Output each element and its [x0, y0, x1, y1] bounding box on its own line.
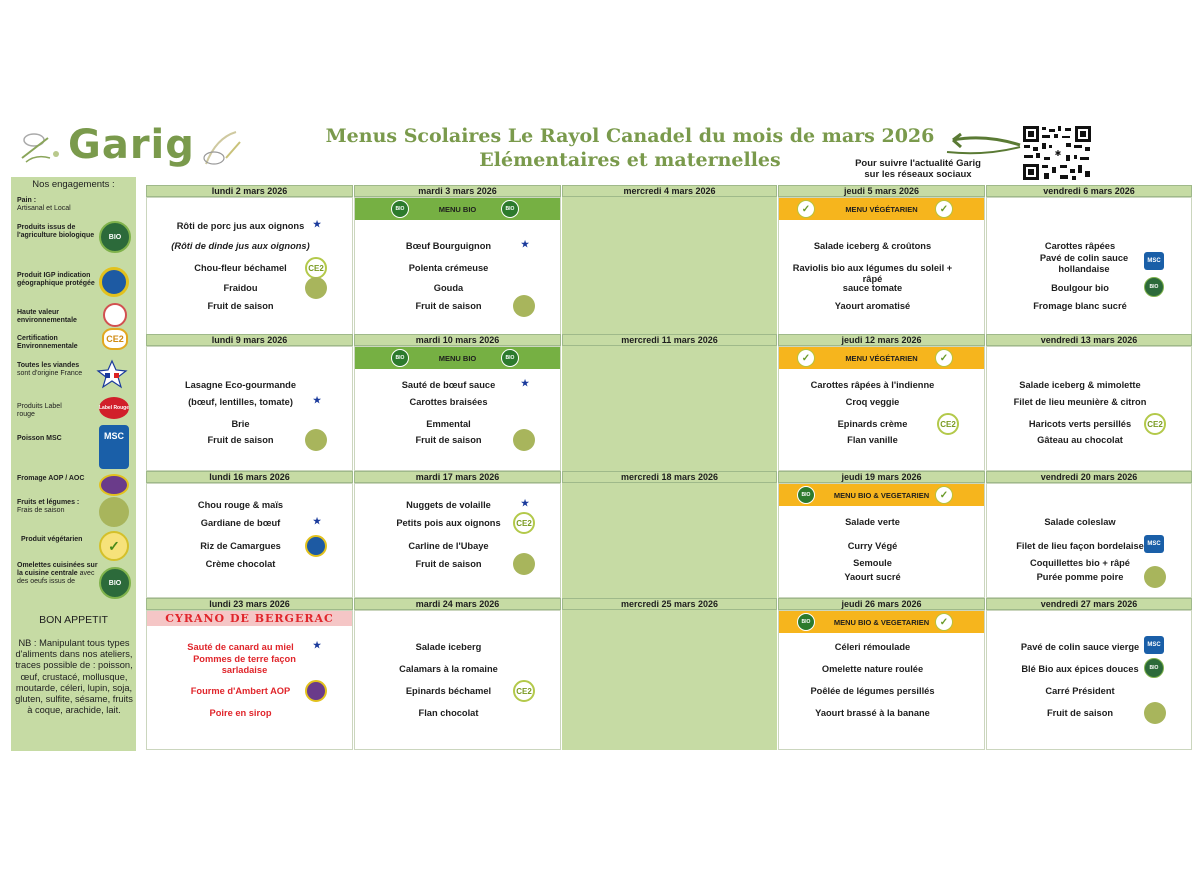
menu-item: Raviolis bio aux légumes du soleil + râpé [792, 263, 953, 284]
menu-item: Sauté de canard au miel [187, 642, 294, 652]
menu-item: Gardiane de bœuf [200, 518, 281, 528]
vegetarian-icon: ✓ [797, 200, 815, 218]
menu-vegetarien-banner [779, 484, 984, 506]
day-header-jeudi: jeudi 26 mars 2026 [778, 598, 985, 610]
menu-item: Céleri rémoulade [834, 642, 911, 652]
day-header-lundi: lundi 23 mars 2026 [146, 598, 353, 610]
menu-item: Salade iceberg & croûtons [813, 241, 932, 251]
menu-item: Haricots verts persillés [1028, 419, 1132, 429]
vegetarian-icon: ✓ [935, 613, 953, 631]
menu-item: Flan chocolat [418, 708, 479, 718]
title-line-1: Menus Scolaires Le Rayol Canadel du mois de mars 2026 [325, 125, 935, 147]
menu-vegetarien-banner [779, 347, 984, 369]
day-header-mardi: mardi 3 mars 2026 [354, 185, 561, 197]
vegetarian-icon: ✓ [935, 486, 953, 504]
aop-icon [305, 680, 327, 702]
ce2-icon: CE2 [1144, 413, 1166, 435]
menu-item: Bœuf Bourguignon [405, 241, 492, 251]
viande-france-icon: ★ [305, 512, 329, 530]
menu-item: Sauté de bœuf sauce [401, 380, 496, 390]
menu-item: Omelette nature roulée [821, 664, 924, 674]
viande-france-icon: ★ [305, 391, 329, 409]
day-header-mercredi: mercredi 4 mars 2026 [562, 185, 777, 197]
menu-item: Carottes braisées [409, 397, 488, 407]
viande-france-icon: ★ [305, 215, 329, 233]
day-header-mardi: mardi 24 mars 2026 [354, 598, 561, 610]
menu-vegetarien-banner [779, 611, 984, 633]
menu-item: Coquillettes bio + râpé [1030, 558, 1130, 568]
bio-logo-icon: BIO [99, 221, 131, 253]
menu-item: Fruit de saison [415, 435, 482, 445]
follow-line-1: Pour suivre l'actualité Garig [855, 158, 981, 169]
menu-item: Pavé de colin sauce hollandaise [1039, 253, 1129, 274]
day-header-vendredi: vendredi 6 mars 2026 [986, 185, 1192, 197]
igp-logo-icon [99, 267, 129, 297]
bio-icon: BIO [1144, 658, 1164, 678]
bio-logo-icon: BIO [797, 613, 815, 631]
fruits-saison-icon [305, 277, 327, 299]
whisk-wheat-icon [196, 128, 246, 170]
msc-icon: MSC [1144, 252, 1164, 270]
fruits-saison-icon [99, 497, 129, 527]
menu-item: Nuggets de volaille [406, 500, 491, 510]
menu-item: Boulgour bio [1051, 283, 1109, 293]
fruits-saison-icon [305, 429, 327, 451]
menu-item: Carottes râpées [1044, 241, 1116, 251]
label-rouge-icon: Label Rouge [99, 397, 129, 419]
fruits-saison-icon [513, 429, 535, 451]
wednesday-empty-cell [562, 346, 777, 471]
menu-item: Salade iceberg & mimolette [1019, 380, 1141, 390]
menu-item: Riz de Camargues [200, 541, 281, 551]
day-header-jeudi: jeudi 5 mars 2026 [778, 185, 985, 197]
menu-item: Lasagne Eco-gourmande [184, 380, 297, 390]
menu-item: Polenta crémeuse [408, 263, 489, 273]
vegetarian-icon: ✓ [935, 200, 953, 218]
menu-item: Carline de l'Ubaye [408, 541, 489, 551]
day-header-mercredi: mercredi 25 mars 2026 [562, 598, 777, 610]
day-header-mercredi: mercredi 18 mars 2026 [562, 471, 777, 483]
menu-vegetarien-banner [779, 198, 984, 220]
viande-france-icon: ★ [513, 374, 537, 392]
bio-logo-icon: BIO [501, 349, 519, 367]
menu-item: Curry Végé [847, 541, 898, 551]
menu-item: Fraidou [223, 283, 258, 293]
engagements-sidebar [11, 177, 136, 751]
vegetarian-icon: ✓ [935, 349, 953, 367]
menu-item: Fruit de saison [1046, 708, 1114, 718]
wednesday-empty-cell [562, 483, 777, 598]
engagement-viande-france: Toutes les viandes sont d'origine France [17, 362, 83, 377]
menu-item: Chou rouge & maïs [197, 500, 284, 510]
bio-logo-icon: BIO [391, 200, 409, 218]
bio-logo-icon: BIO [501, 200, 519, 218]
menu-item: Salade iceberg [415, 642, 482, 652]
fruits-saison-icon [1144, 566, 1166, 588]
ce2-icon: CE2 [937, 413, 959, 435]
menu-item: Chou-fleur béchamel [194, 263, 287, 273]
menu-item: Purée pomme poire [1036, 572, 1124, 582]
menu-item: Gâteau au chocolat [1037, 435, 1123, 445]
engagement-bread: Pain : Artisanal et Local [17, 197, 71, 212]
menu-item: Carré Président [1045, 686, 1115, 696]
menu-item: Fruit de saison [415, 301, 482, 311]
social-follow-text [838, 158, 998, 180]
bio-logo-icon: BIO [391, 349, 409, 367]
menu-item: (bœuf, lentilles, tomate) [188, 397, 293, 407]
menu-item: Pavé de colin sauce vierge [1020, 642, 1140, 652]
menu-item: Emmental [426, 419, 471, 429]
menu-bio-banner [355, 198, 560, 220]
engagement-vegetarien: Produit végétarien [21, 536, 83, 543]
msc-icon: MSC [1144, 636, 1164, 654]
day-header-vendredi: vendredi 13 mars 2026 [986, 334, 1192, 346]
day-cell [146, 610, 353, 750]
menu-item: Salade verte [845, 517, 900, 527]
wednesday-empty-cell [562, 610, 777, 750]
fruits-saison-icon [513, 553, 535, 575]
bio-eggs-icon: BIO [99, 567, 131, 599]
wednesday-empty-cell [562, 197, 777, 335]
viande-france-icon: ★ [513, 235, 537, 253]
msc-logo-icon: MSC [99, 425, 129, 469]
day-header-lundi: lundi 2 mars 2026 [146, 185, 353, 197]
day-cell [986, 610, 1192, 750]
menu-item: Yaourt sucré [844, 572, 901, 582]
menu-item: Salade coleslaw [1044, 517, 1116, 527]
bio-logo-icon: BIO [797, 486, 815, 504]
day-cell [986, 346, 1192, 471]
banner-label: MENU VÉGÉTARIEN [845, 353, 918, 363]
viande-france-icon: ★ [513, 494, 537, 512]
menu-item: Filet de lieu meunière & citron [1013, 397, 1147, 407]
ce2-icon: CE2 [513, 512, 535, 534]
day-header-vendredi: vendredi 27 mars 2026 [986, 598, 1192, 610]
menu-item: Croq veggie [845, 397, 900, 407]
menu-item: Calamars à la romaine [399, 664, 498, 674]
menu-item: (Rôti de dinde jus aux oignons) [171, 241, 310, 251]
menu-item: Yaourt aromatisé [834, 301, 911, 311]
follow-line-2: sur les réseaux sociaux [864, 169, 972, 180]
day-header-jeudi: jeudi 12 mars 2026 [778, 334, 985, 346]
menu-item: Epinards crème [837, 419, 908, 429]
menu-item: Gouda [433, 283, 464, 293]
banner-label: MENU BIO & VEGETARIEN [833, 490, 930, 500]
cyrano-banner: CYRANO DE BERGERAC [147, 611, 352, 626]
menu-item: Poêlée de légumes persillés [810, 686, 935, 696]
logo-text: Garig [68, 122, 195, 168]
igp-icon [305, 535, 327, 557]
fruits-saison-icon [1144, 702, 1166, 724]
ce2-icon: CE2 [513, 680, 535, 702]
engagement-ce2: Certification Environnementale [17, 335, 78, 350]
menu-item: sauce tomate [842, 283, 903, 293]
menu-item: Fruit de saison [207, 301, 274, 311]
day-header-lundi: lundi 9 mars 2026 [146, 334, 353, 346]
engagement-msc: Poisson MSC [17, 435, 62, 442]
sidebar-heading: Nos engagements : [32, 179, 115, 190]
menu-item: Fruit de saison [415, 559, 482, 569]
hve-logo-icon [103, 303, 127, 327]
banner-label: MENU BIO [438, 204, 477, 214]
menu-item: Flan vanille [847, 435, 898, 445]
menu-item: Epinards béchamel [405, 686, 492, 696]
svg-text:✱: ✱ [1054, 149, 1062, 158]
arrow-icon [945, 130, 1025, 160]
menu-item: Semoule [853, 558, 892, 568]
chef-hat-icon [16, 128, 66, 168]
garig-logo [16, 122, 248, 174]
allergen-note: NB : Manipulant tous types d'aliments dans nos ateliers, traces possible de : poisson, œuf, crustacé, mollusque, moutarde, céleri, lupin, soja, gluten, sulfite, sésame, fruits à coque, arachide, lait. [15, 638, 133, 716]
menu-item: Carottes râpées à l'indienne [810, 380, 935, 390]
menu-item: Rôti de porc jus aux oignons [176, 221, 305, 231]
banner-label: MENU VÉGÉTARIEN [845, 204, 918, 214]
day-header-mardi: mardi 17 mars 2026 [354, 471, 561, 483]
engagement-igp: Produit IGP indication géographique protégée [17, 272, 95, 287]
viande-france-icon [95, 359, 129, 389]
title-line-2: Elémentaires et maternelles [479, 149, 781, 171]
menu-item: Brie [231, 419, 250, 429]
menu-item: Filet de lieu façon bordelaise [1016, 541, 1144, 551]
menu-item: Petits pois aux oignons [396, 518, 501, 528]
menu-item: Fruit de saison [207, 435, 274, 445]
bio-icon: BIO [1144, 277, 1164, 297]
day-header-mardi: mardi 10 mars 2026 [354, 334, 561, 346]
vegetarian-icon: ✓ [797, 349, 815, 367]
banner-label: MENU BIO & VEGETARIEN [833, 617, 930, 627]
engagement-aop: Fromage AOP / AOC [17, 475, 85, 482]
msc-icon: MSC [1144, 535, 1164, 553]
viande-france-icon: ★ [305, 636, 329, 654]
day-header-jeudi: jeudi 19 mars 2026 [778, 471, 985, 483]
menu-item: Pommes de terre façon sarladaise [193, 654, 296, 675]
bon-appetit: BON APPETIT [39, 614, 108, 626]
engagement-fruits-legumes: Fruits et légumes : Frais de saison [17, 499, 80, 514]
menu-item: Fourme d'Ambert AOP [190, 686, 291, 696]
menu-item: Yaourt brassé à la banane [815, 708, 930, 718]
engagement-omelettes: Omelettes cuisinées sur la cuisine centrale avec des oeufs issus de [17, 562, 98, 585]
engagement-bio: Produits issus de l'agriculture biologique [17, 224, 95, 239]
day-header-lundi: lundi 16 mars 2026 [146, 471, 353, 483]
menu-item: Poire en sirop [209, 708, 272, 718]
menu-item: Crème chocolat [205, 559, 276, 569]
banner-label: MENU BIO [438, 353, 477, 363]
engagement-hve: Haute valeur environnementale [17, 309, 77, 324]
ce2-icon: CE2 [305, 257, 327, 279]
engagement-label-rouge: Produits Label rouge [17, 403, 62, 418]
day-cell [354, 610, 561, 750]
aop-logo-icon [99, 474, 129, 496]
menu-bio-banner [355, 347, 560, 369]
menu-item: Blé Bio aux épices douces [1021, 664, 1139, 674]
fruits-saison-icon [513, 295, 535, 317]
menu-item: Fromage blanc sucré [1033, 301, 1127, 311]
vegetarian-icon: ✓ [99, 531, 129, 561]
day-header-mercredi: mercredi 11 mars 2026 [562, 334, 777, 346]
ce2-logo-icon: CE2 [102, 328, 128, 350]
qr-code-icon[interactable] [1022, 125, 1092, 181]
day-header-vendredi: vendredi 20 mars 2026 [986, 471, 1192, 483]
